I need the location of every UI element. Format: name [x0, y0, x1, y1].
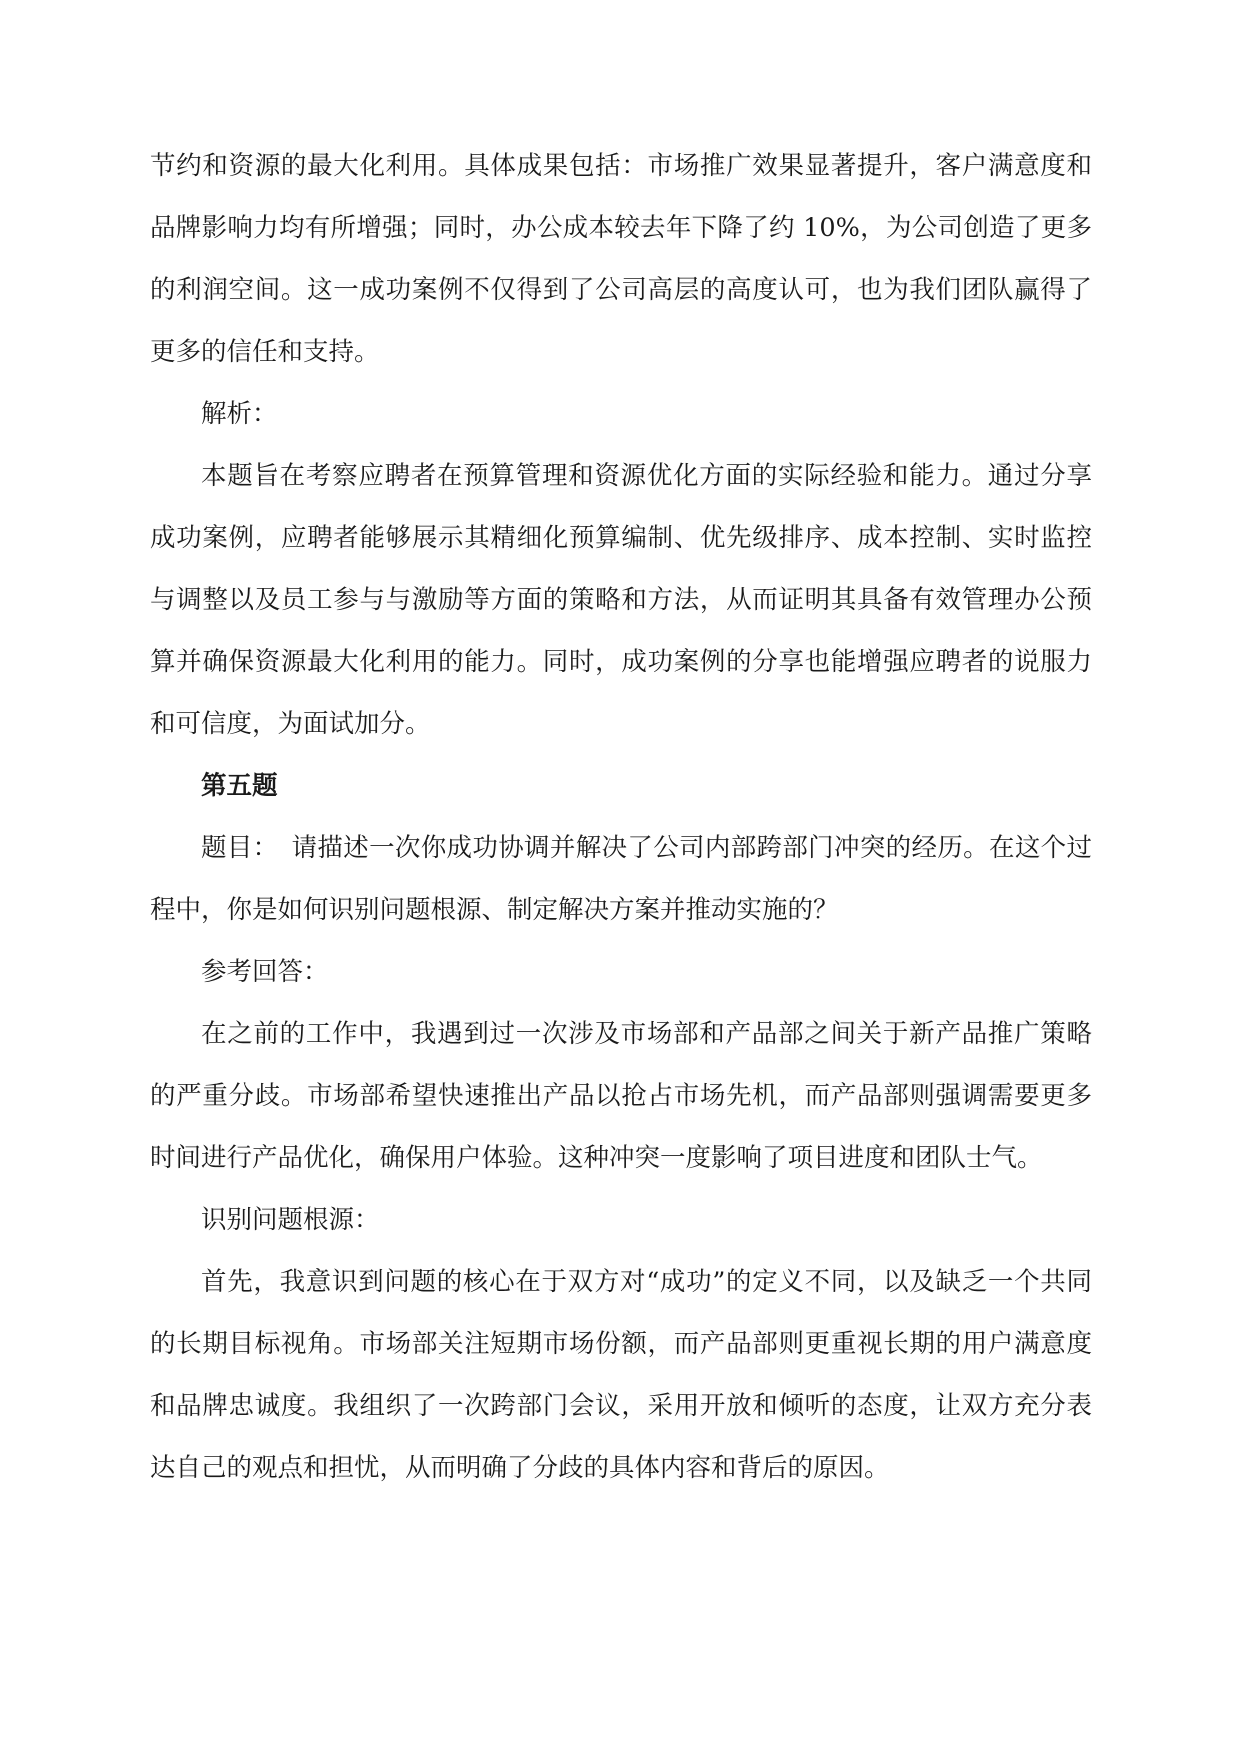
analysis-paragraph: 本题旨在考察应聘者在预算管理和资源优化方面的实际经验和能力。通过分享成功案例，应聘者能够展示其精细化预算编制、优先级排序、成本控制、实时监控与调整以及员工参与与激励等方面的策略和方法，从而证明其具备有效管理办公预算并确保资源最大化利用的能力。同时，成功案例的分享也能增强应聘者的说服力和可信度，为面试加分。	[150, 461, 1092, 739]
identify-root-cause-label: 识别问题根源：	[201, 1205, 380, 1235]
paragraph-continuation: 节约和资源的最大化利用。具体成果包括：市场推广效果显著提升，客户满意度和品牌影响力均有所增强；同时，办公成本较去年下降了约 10%，为公司创造了更多的利润空间。这一成功案例不仅得到了公司高层的高度认可，也为我们团队赢得了更多的信任和支持。	[150, 151, 1092, 367]
document-page	[150, 135, 1092, 1499]
answer-paragraph: 在之前的工作中，我遇到过一次涉及市场部和产品部之间关于新产品推广策略的严重分歧。市场部希望快速推出产品以抢占市场先机，而产品部则强调需要更多时间进行产品优化，确保用户体验。这种冲突一度影响了项目进度和团队士气。	[150, 1019, 1092, 1173]
question-paragraph: 题目： 请描述一次你成功协调并解决了公司内部跨部门冲突的经历。在这个过程中，你是如何识别问题根源、制定解决方案并推动实施的？	[150, 833, 1092, 925]
reference-answer-label: 参考回答：	[201, 957, 329, 987]
root-cause-paragraph: 首先，我意识到问题的核心在于双方对“成功”的定义不同，以及缺乏一个共同的长期目标视角。市场部关注短期市场份额，而产品部则更重视长期的用户满意度和品牌忠诚度。我组织了一次跨部门会议，采用开放和倾听的态度，让双方充分表达自己的观点和担忧，从而明确了分歧的具体内容和背后的原因。	[150, 1267, 1092, 1483]
analysis-label: 解析：	[201, 399, 278, 429]
section-heading: 第五题	[201, 771, 278, 801]
